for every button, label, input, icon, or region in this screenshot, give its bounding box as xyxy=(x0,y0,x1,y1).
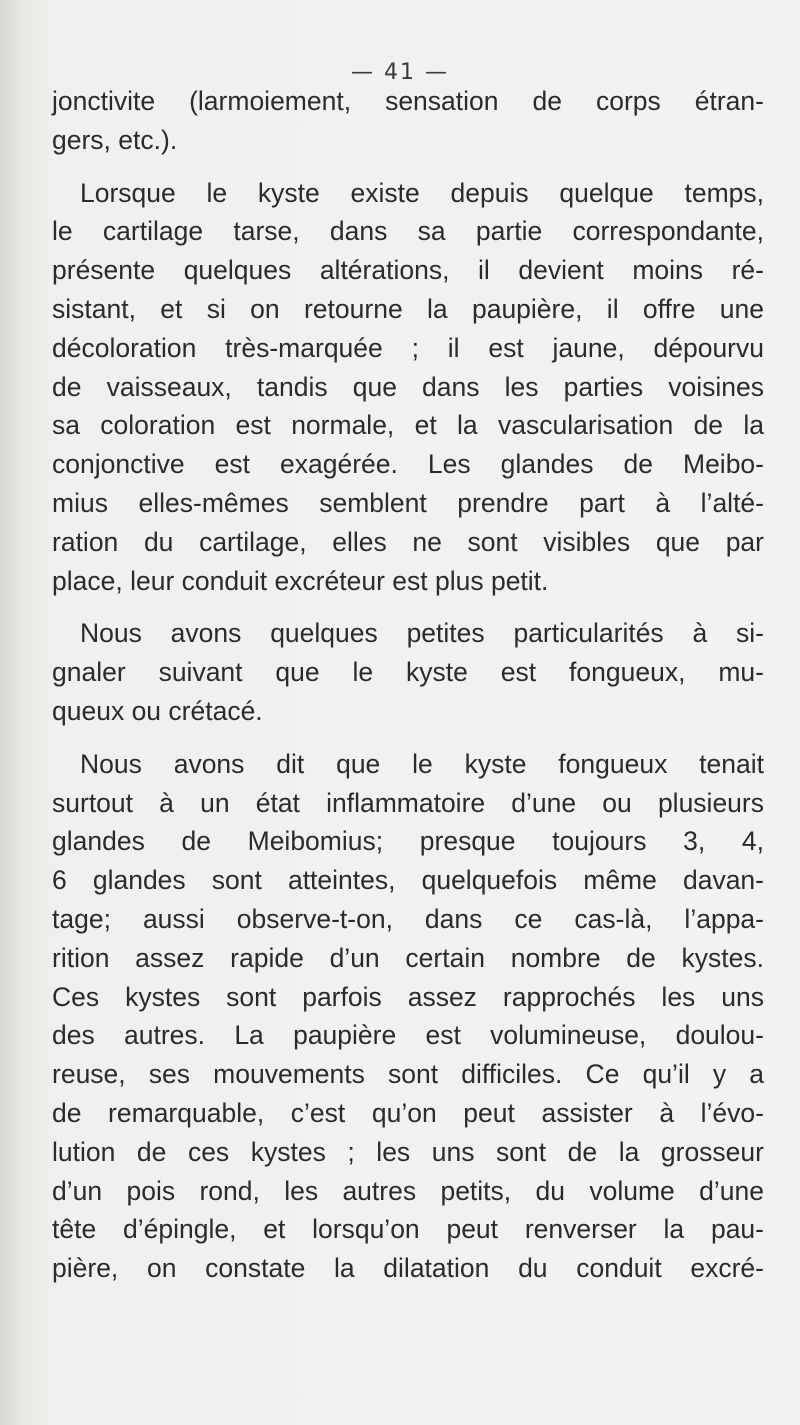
text-line: reuse, ses mouvements sont difficiles. Ce qu’il y a xyxy=(52,1059,764,1090)
text-line: Lorsque le kyste existe depuis quelque temps, xyxy=(80,177,764,208)
text-line: glandes de Meibomius; presque toujours 3, 4, xyxy=(52,826,764,857)
text-line: d’un pois rond, les autres petits, du volume d’une xyxy=(52,1175,764,1206)
text-line: de remarquable, c’est qu’on peut assister à l’évo- xyxy=(52,1097,764,1128)
text-line: Nous avons dit que le kyste fongueux tenait xyxy=(80,748,764,779)
text-line: sistant, et si on retourne la paupière, il offre une xyxy=(52,293,764,324)
body-text xyxy=(52,82,764,1302)
text-line: de vaisseaux, tandis que dans les parties voisines xyxy=(52,371,764,402)
text-line: tage; aussi observe-t-on, dans ce cas-là, l’appa- xyxy=(52,903,764,934)
text-line: rition assez rapide d’un certain nombre de kystes. xyxy=(52,942,764,973)
page-number: — 41 — xyxy=(351,60,449,85)
text-line: conjonctive est exagérée. Les glandes de Meibo- xyxy=(52,449,764,480)
text-line: gers, etc.). xyxy=(52,124,178,155)
text-line: des autres. La paupière est volumineuse, doulou- xyxy=(52,1020,764,1051)
text-line: le cartilage tarse, dans sa partie correspondante, xyxy=(52,216,764,247)
text-line: ration du cartilage, elles ne sont visibles que par xyxy=(52,526,764,557)
text-line: décoloration très-marquée ; il est jaune, dépourvu xyxy=(52,332,764,363)
text-line: jonctivite (larmoiement, sensation de corps étran- xyxy=(52,86,764,116)
text-line: présente quelques altérations, il devient moins ré- xyxy=(52,255,764,286)
text-line: queux ou crétacé. xyxy=(52,695,263,726)
text-line: Nous avons quelques petites particularités à si- xyxy=(80,618,764,649)
text-line: surtout à un état inflammatoire d’une ou plusieurs xyxy=(52,787,764,818)
text-line: tête d’épingle, et lorsqu’on peut renverser la pau- xyxy=(52,1214,764,1245)
text-line: gnaler suivant que le kyste est fongueux, mu- xyxy=(52,657,764,688)
paragraph-4 xyxy=(52,745,764,1288)
paragraph-1 xyxy=(52,82,764,160)
text-line: Ces kystes sont parfois assez rapprochés les uns xyxy=(52,981,764,1012)
text-line: pière, on constate la dilatation du conduit excré- xyxy=(52,1253,764,1284)
text-line: 6 glandes sont atteintes, quelquefois même davan- xyxy=(52,865,764,896)
text-line: mius elles-mêmes semblent prendre part à l’alté- xyxy=(52,487,764,518)
text-line: place, leur conduit excréteur est plus petit. xyxy=(52,565,549,596)
text-line: sa coloration est normale, et la vascularisation de la xyxy=(52,410,764,441)
paragraph-2 xyxy=(52,174,764,601)
paragraph-3 xyxy=(52,614,764,730)
text-line: lution de ces kystes ; les uns sont de la grosseur xyxy=(52,1136,764,1167)
